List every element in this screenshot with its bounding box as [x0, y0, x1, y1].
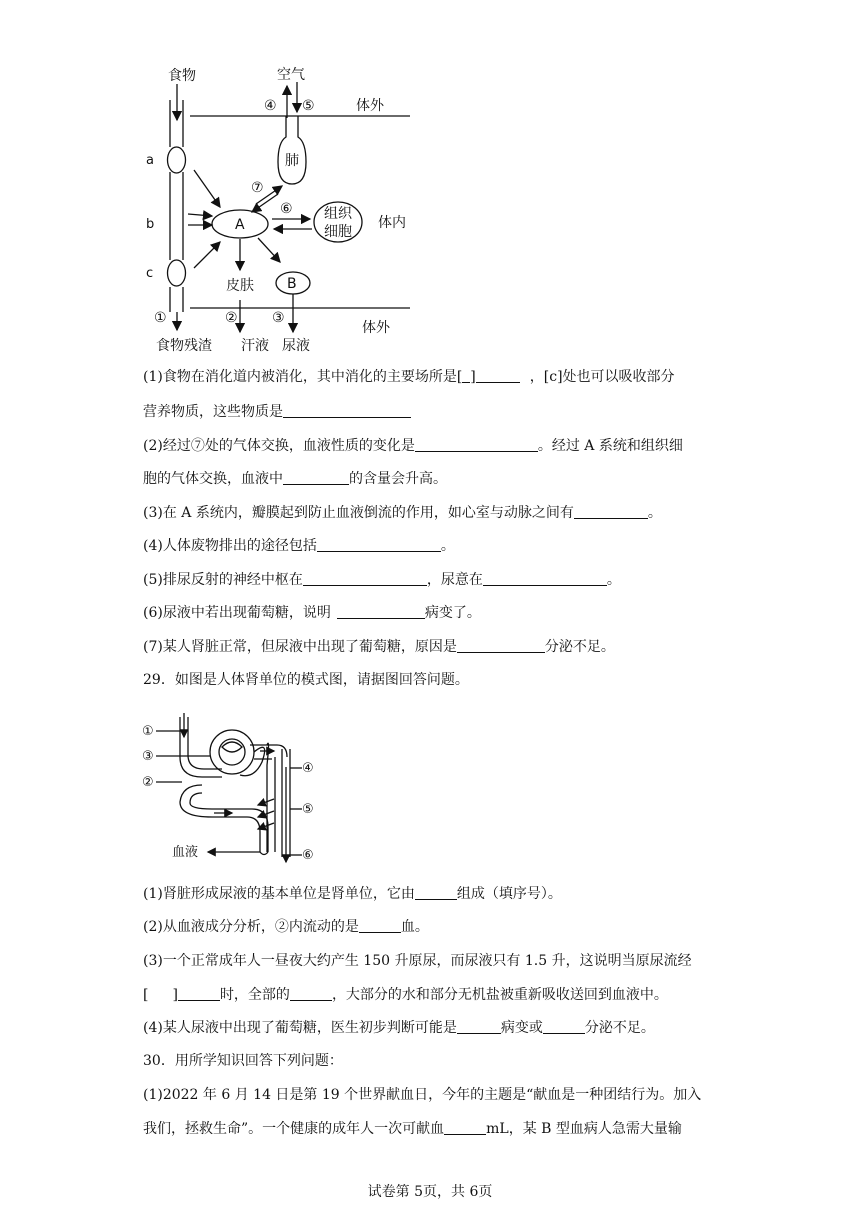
outside-bottom-label: 体外 — [362, 320, 390, 336]
q28-text: 。 — [647, 505, 662, 521]
q30-line-2 — [143, 1119, 682, 1139]
q28-text: 。 — [440, 538, 455, 554]
q28-line-5 — [143, 503, 662, 523]
answer-blank[interactable] — [337, 604, 425, 619]
node-A: A — [235, 217, 245, 233]
q30-text: (1)2022 年 6 月 14 日是第 19 个世界献血日，今年的主题是“献血是一种团结行为。加入 — [143, 1087, 702, 1103]
residue-label: 食物残渣 — [156, 338, 212, 354]
nephron-label-3: ③ — [142, 749, 154, 764]
q29-line-5 — [143, 1018, 655, 1038]
nephron-diagram — [142, 707, 322, 867]
q29-text: ，大部分的水和部分无机盐被重新吸收送回到血液中。 — [331, 987, 668, 1003]
answer-blank[interactable] — [574, 504, 648, 519]
q29-text: [ — [143, 987, 149, 1003]
q28-text: (7)某人肾脏正常，但尿液中出现了葡萄糖，原因是 — [143, 639, 457, 655]
label-7: ⑦ — [251, 180, 264, 196]
q29-line-3 — [143, 951, 692, 971]
nephron-label-5: ⑤ — [302, 802, 314, 817]
q29-title — [143, 670, 469, 690]
answer-blank[interactable] — [303, 571, 427, 586]
answer-blank[interactable] — [290, 986, 332, 1001]
answer-blank[interactable] — [457, 1019, 501, 1034]
q28-text: 。经过 A 系统和组织细 — [537, 438, 683, 454]
answer-blank[interactable] — [415, 885, 457, 900]
answer-blank[interactable] — [178, 986, 220, 1001]
answer-blank[interactable] — [283, 403, 411, 418]
q28-line-4 — [143, 469, 447, 489]
q28-text: (1)食物在消化道内被消化，其中消化的主要场所是[ — [143, 369, 463, 385]
q29-text: 组成（填序号）。 — [456, 886, 562, 902]
answer-blank[interactable] — [415, 437, 538, 452]
label-a: a — [146, 153, 154, 168]
q28-line-9 — [143, 637, 615, 657]
q29-text: (3)一个正常成年人一昼夜大约产生 150 升原尿，而尿液只有 1.5 升，这说明当原尿流经 — [143, 953, 692, 969]
page-footer: 试卷第 5页，共 6页 — [367, 1184, 493, 1200]
tissue-label-1: 组织 — [324, 206, 352, 222]
q28-text: ] — [470, 369, 476, 385]
q28-line-1 — [143, 367, 675, 387]
lung-label: 肺 — [285, 153, 299, 169]
label-6: ⑥ — [280, 201, 293, 217]
q28-text: 病变了。 — [424, 605, 481, 621]
q29-line-2 — [143, 917, 429, 937]
q28-line-3 — [143, 436, 683, 456]
q29-text: 时，全部的 — [219, 987, 290, 1003]
skin-label: 皮肤 — [226, 278, 254, 294]
food-label: 食物 — [168, 68, 196, 84]
label-5: ⑤ — [302, 98, 315, 114]
q28-text: (3)在 A 系统内，瓣膜起到防止血液倒流的作用，如心室与动脉之间有 — [143, 505, 574, 521]
q30-title-text: 30．用所学知识回答下列问题： — [143, 1053, 343, 1069]
q29-text: 病变或 — [500, 1020, 543, 1036]
node-B: B — [287, 276, 297, 292]
q28-text: (4)人体废物排出的途径包括 — [143, 538, 317, 554]
q28-text: (6)尿液中若出现葡萄糖，说明 — [143, 605, 331, 621]
nephron-label-2: ② — [142, 775, 154, 790]
q30-line-1 — [143, 1085, 701, 1105]
q29-text: ] — [172, 987, 178, 1003]
nephron-label-6: ⑥ — [302, 848, 314, 863]
q30-title — [143, 1051, 343, 1071]
tissue-label-2: 细胞 — [324, 224, 352, 240]
outside-top-label: 体外 — [356, 98, 384, 114]
q29-text: (4)某人尿液中出现了葡萄糖，医生初步判断可能是 — [143, 1020, 457, 1036]
answer-blank[interactable] — [283, 470, 349, 485]
answer-blank[interactable] — [444, 1120, 486, 1135]
q28-line-2 — [143, 402, 411, 422]
q29-title-text: 29．如图是人体肾单位的模式图，请据图回答问题。 — [143, 672, 469, 688]
answer-blank[interactable] — [543, 1019, 585, 1034]
label-c: c — [146, 266, 154, 281]
q28-text: 胞的气体交换，血液中 — [143, 471, 283, 487]
q28-line-6 — [143, 536, 455, 556]
q28-text: 。 — [606, 572, 621, 588]
q30-text: 我们，拯救生命”。一个健康的成年人一次可献血 — [143, 1121, 445, 1137]
q30-text: mL，某 B 型血病人急需大量输 — [486, 1121, 682, 1137]
label-1: ① — [154, 310, 167, 326]
air-label: 空气 — [277, 67, 305, 83]
nephron-label-1: ① — [142, 724, 154, 739]
q28-line-8 — [143, 603, 481, 623]
body-system-diagram — [140, 62, 430, 357]
q28-text: (5)排尿反射的神经中枢在 — [143, 572, 303, 588]
q28-text: (2)经过⑦处的气体交换，血液性质的变化是 — [143, 438, 415, 454]
urine-label: 尿液 — [282, 338, 310, 354]
label-3: ③ — [272, 310, 285, 326]
q29-text: (2)从血液成分分析，②内流动的是 — [143, 919, 359, 935]
answer-blank[interactable] — [476, 368, 520, 383]
answer-blank[interactable] — [359, 918, 401, 933]
q29-text: 分泌不足。 — [584, 1020, 655, 1036]
q28-line-7 — [143, 570, 621, 590]
label-4: ④ — [264, 98, 277, 114]
nephron-label-4: ④ — [302, 761, 314, 776]
inside-label: 体内 — [378, 215, 406, 231]
q29-text: 血。 — [400, 919, 429, 935]
answer-blank[interactable] — [457, 638, 545, 653]
blood-label: 血液 — [172, 845, 199, 860]
answer-blank[interactable] — [317, 537, 441, 552]
q28-text: 分泌不足。 — [544, 639, 615, 655]
q28-text: 营养物质，这些物质是 — [143, 404, 283, 420]
q29-text: (1)肾脏形成尿液的基本单位是肾单位，它由 — [143, 886, 415, 902]
sweat-label: 汗液 — [241, 338, 269, 354]
q29-line-1 — [143, 884, 562, 904]
q29-line-4 — [143, 985, 668, 1005]
q28-text: ，尿意在 — [426, 572, 483, 588]
answer-blank[interactable] — [483, 571, 607, 586]
label-b: b — [146, 217, 155, 232]
q28-text: 的含量会升高。 — [349, 471, 447, 487]
q28-text: ，[c]处也可以吸收部分 — [529, 369, 675, 385]
label-2: ② — [225, 310, 238, 326]
